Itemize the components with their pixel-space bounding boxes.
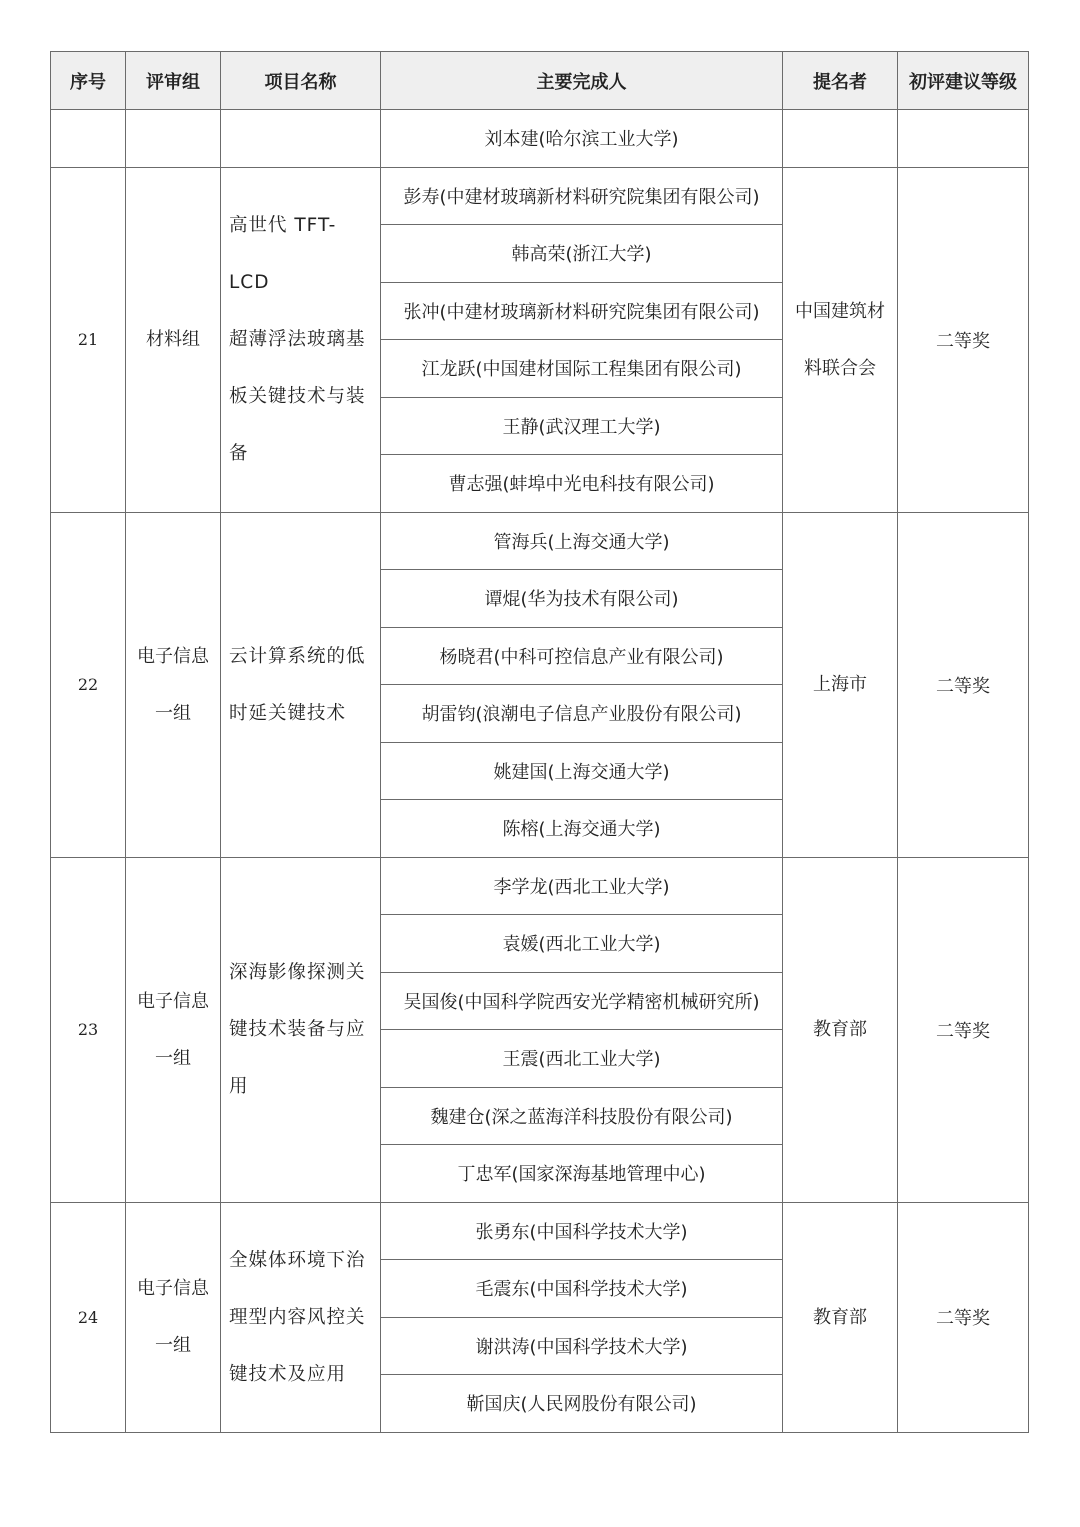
table-row (51, 1202, 1029, 1260)
cell-nominator (783, 1202, 898, 1432)
table-row (51, 512, 1029, 570)
nominator-line: 料联合会 (804, 357, 876, 379)
cell-person: 张勇东(中国科学技术大学) (381, 1202, 783, 1260)
header-project-name: 项目名称 (221, 52, 381, 110)
cell-level (898, 110, 1029, 168)
project-line: 板关键技术与装 (229, 386, 366, 407)
cell-group (126, 857, 221, 1202)
project-line: 超薄浮法玻璃基 (229, 329, 366, 350)
group-line: 一组 (155, 1335, 191, 1356)
cell-index: 21 (51, 167, 126, 512)
nominator-line: 教育部 (813, 1019, 867, 1040)
cell-nominator (783, 110, 898, 168)
nominator-line: 中国建筑材 (795, 300, 885, 322)
cell-group (126, 167, 221, 512)
cell-nominator (783, 512, 898, 857)
cell-person: 谢洪涛(中国科学技术大学) (381, 1317, 783, 1375)
cell-person: 张冲(中建材玻璃新材料研究院集团有限公司) (381, 282, 783, 340)
cell-nominator (783, 167, 898, 512)
cell-person: 姚建国(上海交通大学) (381, 742, 783, 800)
project-line: 深海影像探测关 (229, 962, 366, 983)
group-line: 电子信息 (137, 1278, 209, 1299)
cell-group (126, 512, 221, 857)
project-line: 键技术及应用 (229, 1363, 347, 1385)
cell-project (221, 167, 381, 512)
header-index: 序号 (51, 52, 126, 110)
project-line: 用 (229, 1076, 249, 1097)
cell-person: 陈榕(上海交通大学) (381, 800, 783, 858)
cell-person: 袁媛(西北工业大学) (381, 915, 783, 973)
cell-index (51, 110, 126, 168)
header-review-group: 评审组 (126, 52, 221, 110)
cell-person: 管海兵(上海交通大学) (381, 512, 783, 570)
cell-person: 杨晓君(中科可控信息产业有限公司) (381, 627, 783, 685)
cell-person: 李学龙(西北工业大学) (381, 857, 783, 915)
project-line: 时延关键技术 (229, 702, 347, 724)
cell-person: 刘本建(哈尔滨工业大学) (381, 110, 783, 168)
cell-person: 王震(西北工业大学) (381, 1030, 783, 1088)
cell-person: 谭焜(华为技术有限公司) (381, 570, 783, 628)
project-line: 备 (229, 443, 249, 464)
cell-index: 23 (51, 857, 126, 1202)
cell-project (221, 512, 381, 857)
cell-level: 二等奖 (898, 167, 1029, 512)
cell-person: 毛震东(中国科学技术大学) (381, 1260, 783, 1318)
group-line: 材料组 (146, 329, 200, 350)
table-row-continuation (51, 110, 1029, 168)
cell-person: 王静(武汉理工大学) (381, 397, 783, 455)
cell-person: 胡雷钧(浪潮电子信息产业股份有限公司) (381, 685, 783, 743)
cell-project (221, 110, 381, 168)
project-line: 键技术装备与应 (229, 1019, 366, 1040)
project-line: 全媒体环境下治 (229, 1249, 366, 1271)
cell-person: 吴国俊(中国科学院西安光学精密机械研究所) (381, 972, 783, 1030)
group-line: 电子信息 (137, 645, 209, 667)
table-row (51, 167, 1029, 225)
group-line: 电子信息 (137, 990, 209, 1012)
cell-level: 二等奖 (898, 512, 1029, 857)
header-suggested-level: 初评建议等级 (898, 52, 1029, 110)
header-row (51, 52, 1029, 110)
header-nominator: 提名者 (783, 52, 898, 110)
project-line: 高世代 TFT-LCD (229, 215, 337, 293)
header-main-contributors: 主要完成人 (381, 52, 783, 110)
cell-person: 靳国庆(人民网股份有限公司) (381, 1375, 783, 1433)
project-line: 理型内容风控关 (229, 1306, 366, 1328)
cell-group (126, 1202, 221, 1432)
cell-person: 魏建仓(深之蓝海洋科技股份有限公司) (381, 1087, 783, 1145)
cell-project (221, 857, 381, 1202)
cell-person: 曹志强(蚌埠中光电科技有限公司) (381, 455, 783, 513)
nominator-line: 教育部 (813, 1306, 867, 1328)
cell-person: 韩高荣(浙江大学) (381, 225, 783, 283)
cell-index: 24 (51, 1202, 126, 1432)
cell-project (221, 1202, 381, 1432)
group-line: 一组 (155, 702, 191, 724)
cell-index: 22 (51, 512, 126, 857)
cell-person: 彭寿(中建材玻璃新材料研究院集团有限公司) (381, 167, 783, 225)
cell-group (126, 110, 221, 168)
cell-level: 二等奖 (898, 857, 1029, 1202)
table-row (51, 857, 1029, 915)
nominator-line: 上海市 (813, 674, 867, 695)
cell-nominator (783, 857, 898, 1202)
cell-person: 丁忠军(国家深海基地管理中心) (381, 1145, 783, 1203)
group-line: 一组 (155, 1047, 191, 1069)
cell-person: 江龙跃(中国建材国际工程集团有限公司) (381, 340, 783, 398)
project-line: 云计算系统的低 (229, 645, 366, 667)
cell-level: 二等奖 (898, 1202, 1029, 1432)
awards-table (50, 51, 1029, 1433)
